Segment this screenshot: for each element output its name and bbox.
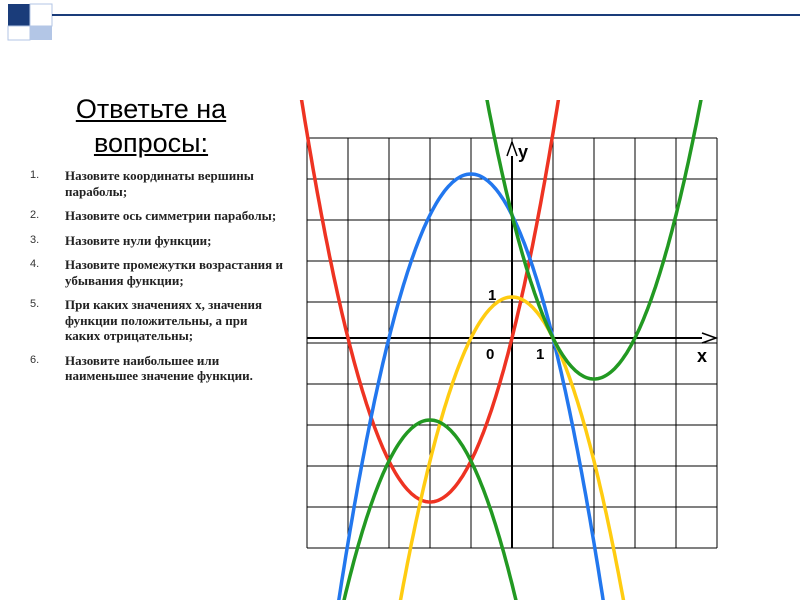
y-unit-label: 1 (488, 287, 497, 304)
slide-title: Ответьте на вопросы: (75, 94, 227, 158)
question-number: 6. (30, 353, 40, 366)
question-number: 3. (30, 233, 40, 246)
x-unit-label: 1 (536, 346, 545, 363)
question-number: 5. (30, 298, 40, 310)
x-axis-label: x (697, 346, 708, 366)
question-text: Назовите наибольшее или наименьшее значение функции. (65, 352, 253, 383)
y-axis-arrow (507, 142, 517, 156)
question-number: 4. (30, 258, 40, 270)
question-number: 1. (30, 169, 40, 181)
question-text: Назовите координаты вершины параболы; (65, 168, 254, 199)
question-text: Назовите промежутки возрастания и убывания функции; (65, 257, 283, 288)
y-axis-label: y (518, 142, 529, 162)
question-text: Назовите ось симметрии параболы; (65, 208, 277, 223)
origin-label: 0 (486, 346, 495, 363)
x-axis-arrow (702, 333, 716, 343)
question-text: При каких значениях х, значения функции положительны, а при каких отрицательны; (65, 297, 262, 343)
question-number: 2. (30, 209, 40, 221)
question-text: Назовите нули функции; (65, 232, 212, 248)
